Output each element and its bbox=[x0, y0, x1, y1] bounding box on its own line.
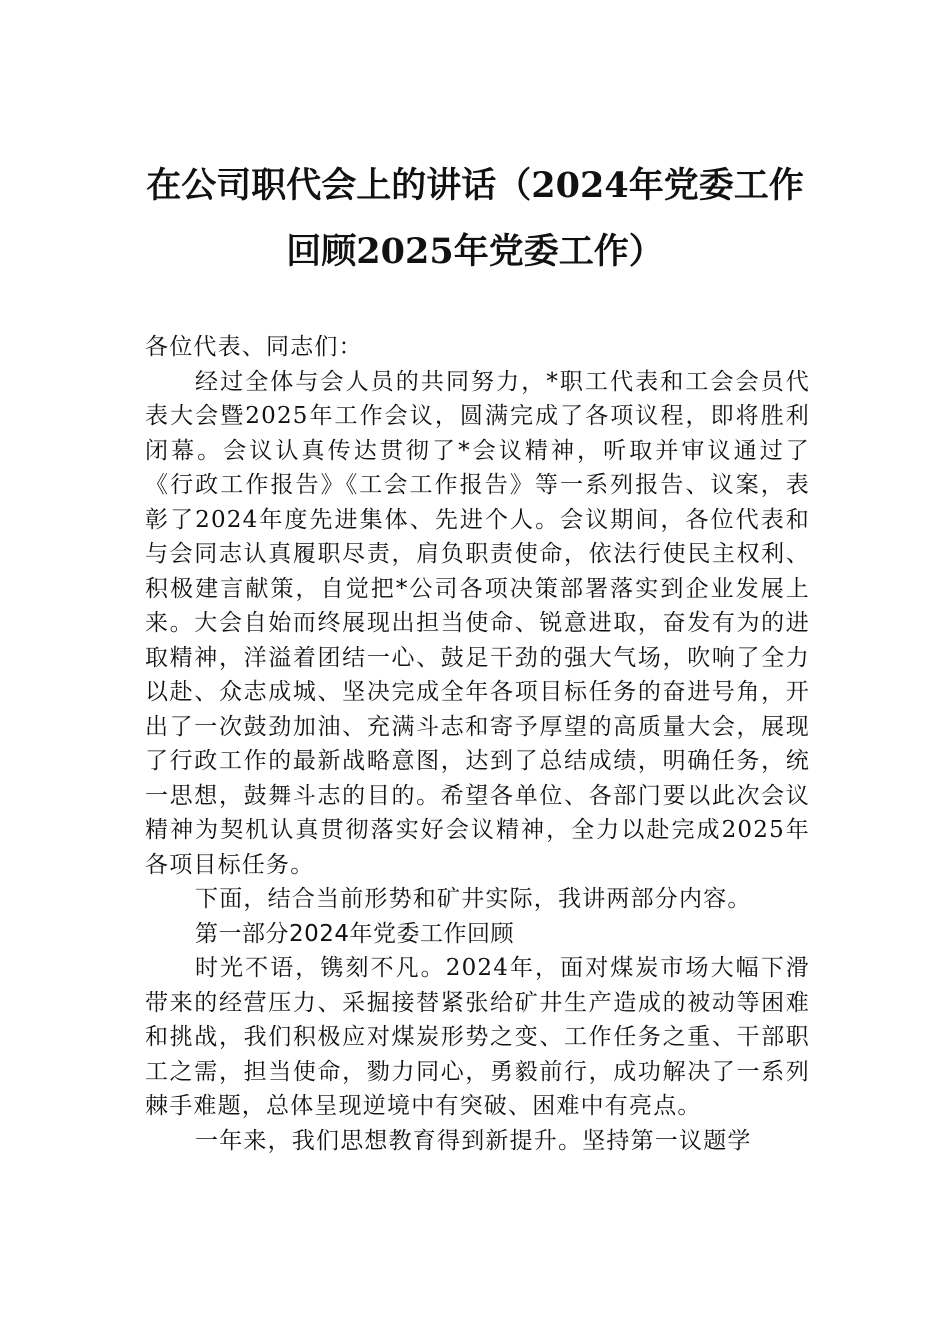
paragraph-outline: 下面，结合当前形势和矿井实际，我讲两部分内容。 bbox=[195, 886, 752, 912]
document-title-line-1: 在公司职代会上的讲话（2024年党委工作 bbox=[146, 165, 804, 206]
paragraph-review: 时光不语，镌刻不凡。2024年，面对煤炭市场大幅下滑带来的经营压力、采掘接替紧张给矿井生产造成的被动等困难和挑战，我们积极应对煤炭形势之变、工作任务之重、干部职工之需，担当使命，勠力同心，勇毅前行，成功解决了一系列棘手难题，总体呈现逆境中有突破、困难中有亮点。 bbox=[145, 955, 810, 1119]
document-body bbox=[145, 330, 810, 1158]
document-title-line-2: 回顾2025年党委工作） bbox=[286, 231, 664, 272]
section-heading: 第一部分2024年党委工作回顾 bbox=[195, 920, 515, 947]
paragraph-opening: 经过全体与会人员的共同努力，*职工代表和工会会员代表大会暨2025年工作会议，圆满完成了各项议程，即将胜利闭幕。会议认真传达贯彻了*会议精神，听取并审议通过了《行政工作报告》《工会工作报告》等一系列报告、议案，表彰了2024年度先进集体、先进个人。会议期间，各位代表和与会同志认真履职尽责，肩负职责使命，依法行使民主权利、积极建言献策，自觉把*公司各项决策部署落实到企业发展上来。大会自始而终展现出担当使命、锐意进取，奋发有为的进取精神，洋溢着团结一心、鼓足干劲的强大气场，吹响了全力以赴、众志成城、坚决完成全年各项目标任务的奋进号角，开出了一次鼓劲加油、充满斗志和寄予厚望的高质量大会，展现了行政工作的最新战略意图，达到了总结成绩，明确任务，统一思想，鼓舞斗志的目的。希望各单位、各部门要以此次会议精神为契机认真贯彻落实好会议精神，全力以赴完成2025年各项目标任务。 bbox=[145, 368, 810, 878]
salutation: 各位代表、同志们： bbox=[145, 334, 363, 360]
paragraph-review-continued: 一年来，我们思想教育得到新提升。坚持第一议题学 bbox=[195, 1127, 752, 1154]
